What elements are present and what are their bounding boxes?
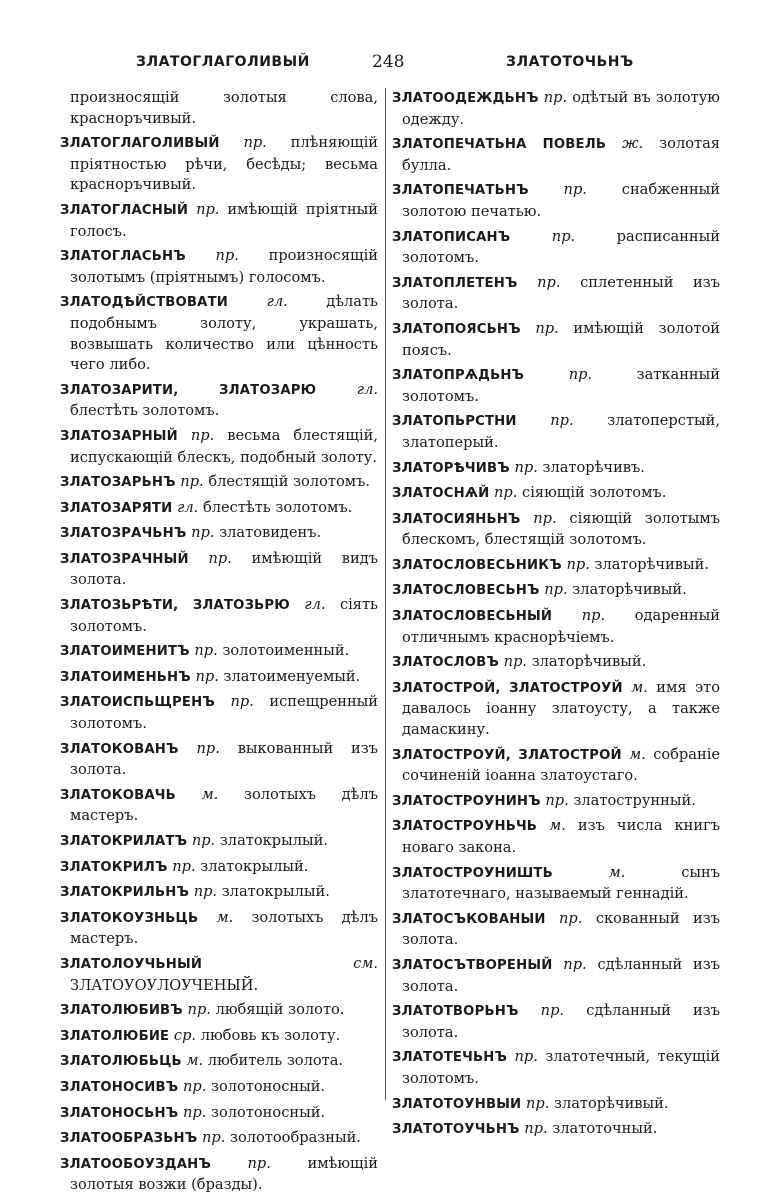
entry-headword: ЗЛАТОСЛОВЕСЬНЫЙ [392, 609, 553, 625]
entry-grammar-label: пр. [503, 653, 528, 671]
entry-headword: ЗЛАТОТВОРЬНЪ [392, 1004, 519, 1020]
entry-grammar-label: пр. [172, 857, 196, 875]
entry-definition: плѣняющій пріятностью рѣчи, бесѣды; весьма красноръчивый. [70, 134, 379, 194]
entry-headword: ЗЛАТОГЛАСНЫЙ [60, 202, 189, 218]
dictionary-entry [392, 606, 720, 648]
dictionary-entry [392, 1001, 720, 1043]
entry-definition: сдѣланный изъ золота. [402, 955, 721, 995]
entry-headword: ЗЛАТОГЛАГОЛИВЫЙ [60, 136, 220, 152]
entry-grammar-label: пр. [568, 366, 593, 384]
dictionary-entry [60, 1077, 378, 1099]
entry-grammar-label: пр. [581, 607, 606, 625]
dictionary-entry [392, 365, 720, 407]
dictionary-entry [392, 909, 720, 951]
entry-continuation: произносящій золотыя слова, красноръчивый. [70, 89, 378, 127]
entry-grammar-label: м. [631, 678, 648, 696]
dictionary-entry [392, 555, 720, 577]
entry-headword: ЗЛАТОПЕЧАТЬНА ПОВЕЛЬ [392, 137, 607, 153]
dictionary-entry [60, 595, 378, 637]
entry-headword: ЗЛАТОИМЕНИТЪ [60, 644, 190, 660]
entry-definition: златокрылый. [200, 857, 309, 875]
dictionary-entry [60, 667, 378, 689]
entry-headword: ЗЛАТОСТРОУЙ, ЗЛАТОСТРОЙ [392, 747, 622, 763]
dictionary-entry [60, 882, 378, 904]
entry-definition: изъ числа книгъ новаго закона. [402, 817, 720, 856]
entry-definition: сіять золотомъ. [70, 596, 379, 635]
entry-headword: ЗЛАТОСТРОУНИШТЬ [392, 865, 553, 881]
entry-grammar-label: пр. [187, 1001, 211, 1019]
dictionary-entry [392, 509, 720, 551]
entry-headword: ЗЛАТООБРАЗЬНЪ [60, 1131, 198, 1147]
entry-grammar-label: м. [629, 745, 646, 763]
dictionary-entry [392, 319, 720, 361]
entry-grammar-label: пр. [196, 200, 220, 218]
dictionary-entry [392, 678, 720, 741]
entry-grammar-label: пр. [544, 581, 568, 599]
entry-grammar-label: пр. [545, 791, 569, 809]
entry-grammar-label: гл. [304, 596, 326, 614]
entry-headword: ЗЛАТООБОУЗДАНЪ [60, 1156, 211, 1172]
entry-definition: весьма блестящій, испускающій блескъ, подобный золоту. [70, 426, 378, 466]
entry-definition: испещренный золотомъ. [70, 693, 379, 733]
entry-headword: ЗЛАТОЛЮБИВЪ [60, 1003, 183, 1019]
entry-headword: ЗЛАТОТЕЧЬНЪ [392, 1050, 508, 1066]
entry-definition: выкованный изъ золота. [70, 739, 378, 779]
entry-headword: ЗЛАТОНОСИВЪ [60, 1079, 179, 1095]
entry-definition: златорѣчивый. [594, 555, 709, 573]
entry-headword: ЗЛАТОЗАРЯТИ [60, 500, 173, 516]
dictionary-entry [60, 954, 378, 996]
dictionary-entry [392, 227, 720, 269]
dictionary-entry [60, 523, 378, 545]
entry-definition: ЗЛАТОУОУЛОУЧЕНЫЙ. [70, 976, 259, 994]
entry-headword: ЗЛАТОПИСАНЪ [392, 229, 511, 245]
entry-definition: златорѣчивъ. [542, 458, 645, 476]
dictionary-entry [392, 1119, 720, 1141]
entry-definition: одаренный отличнымъ краснорѣчіемъ. [402, 607, 720, 646]
page-number: 248 [372, 52, 405, 72]
entry-grammar-label: пр. [551, 227, 576, 245]
entry-headword: ЗЛАТОСИЯНЬНЪ [392, 511, 521, 527]
entry-definition: золотыхъ дѣлъ мастеръ. [70, 785, 379, 825]
entry-definition: златокрылый. [219, 832, 328, 849]
header-right-guideword: ЗЛАТОТОЧЬНЪ [506, 54, 634, 70]
entry-definition: златорѣчивый. [553, 1094, 669, 1112]
right-column [392, 88, 720, 1145]
entry-definition: золотоносный. [211, 1077, 326, 1095]
dictionary-entry [392, 1047, 720, 1089]
entry-definition: затканный золотомъ. [402, 366, 720, 405]
entry-definition: блестящій золотомъ. [208, 473, 371, 491]
dictionary-entry [60, 498, 378, 520]
entry-grammar-label: пр. [566, 555, 590, 573]
entry-grammar-label: пр. [180, 473, 204, 491]
entry-headword: ЗЛАТОСЪКОВАНЫИ [392, 911, 546, 927]
dictionary-entry [60, 472, 378, 494]
entry-headword: ЗЛАТОРѢЧИВЪ [392, 460, 510, 476]
entry-grammar-label: м. [186, 1052, 204, 1070]
entry-headword: ЗЛАТОТОУЧЬНЪ [392, 1122, 520, 1138]
entry-headword: ЗЛАТОСЛОВЕСЬНИКЪ [392, 557, 562, 573]
entry-definition: златорѣчивый. [531, 653, 647, 671]
entry-definition: золотая булла. [402, 135, 720, 174]
entry-grammar-label: пр. [537, 273, 561, 291]
dictionary-entry [392, 863, 720, 905]
entry-headword: ЗЛАТОЗАРИТИ, ЗЛАТОЗАРЮ [60, 382, 317, 398]
entry-headword: ЗЛАТОПРѦДЬНЪ [392, 368, 525, 384]
entry-definition: блестѣть золотомъ. [202, 498, 353, 516]
entry-definition: произносящій золотымъ (пріятнымъ) голосомъ. [70, 247, 378, 286]
header-left-guideword: ЗЛАТОГЛАГОЛИВЫЙ [136, 54, 310, 70]
entry-headword: ЗЛАТОИСПЬЩРЕНЪ [60, 695, 215, 711]
entry-definition: имѣющій видъ золота. [70, 549, 378, 589]
entry-headword: ЗЛАТОДѢЙСТВОВАТИ [60, 295, 229, 311]
dictionary-entry [60, 200, 378, 242]
entry-headword: ЗЛАТОПЛЕТЕНЪ [392, 275, 518, 291]
dictionary-entry [60, 246, 378, 288]
entry-definition: златорѣчивый. [572, 581, 687, 599]
entry-definition: златоперстый, златоперый. [402, 412, 721, 451]
entry-grammar-label: пр. [196, 739, 220, 757]
dictionary-entry [392, 483, 720, 505]
entry-definition: имѣющій пріятный голосъ. [70, 200, 378, 240]
entry-headword: ЗЛАТОСЛОВЪ [392, 655, 500, 671]
entry-grammar-label: пр. [524, 1120, 548, 1138]
dictionary-entry [60, 785, 378, 827]
entry-definition: собраніе сочиненій іоанна златоустаго. [402, 745, 721, 785]
entry-definition: имѣющій золотыя возжи (бразды). [70, 1154, 379, 1194]
entry-grammar-label: пр. [559, 909, 583, 927]
entry-definition: расписанный золотомъ. [402, 227, 720, 267]
entry-grammar-label: см. [353, 954, 378, 972]
entry-definition: златоточный. [552, 1120, 658, 1138]
entry-grammar-label: пр. [191, 524, 215, 542]
dictionary-entry [392, 745, 720, 787]
dictionary-entry [60, 1103, 378, 1125]
entry-definition: золотоименный. [222, 642, 350, 660]
dictionary-entry [392, 1094, 720, 1116]
entry-definition: имя это давалось іоанну златоусту, а также дамаскину. [402, 678, 720, 739]
entry-grammar-label: пр. [550, 412, 574, 430]
running-head [60, 52, 720, 78]
entry-grammar-label: ср. [173, 1026, 197, 1044]
entry-headword: ЗЛАТОЛЮБИЕ [60, 1028, 170, 1044]
entry-grammar-label: пр. [540, 1002, 565, 1020]
entry-headword: ЗЛАТОКРИЛЬНЪ [60, 885, 190, 901]
entry-headword: ЗЛАТОСТРОУНИНЪ [392, 793, 541, 809]
entry-definition: златокрылый. [221, 883, 330, 901]
entry-definition: любящій золото. [215, 1001, 345, 1019]
entry-definition: блестѣть золотомъ. [70, 402, 220, 420]
entry-grammar-label: пр. [194, 642, 218, 660]
entry-grammar-label: пр. [190, 426, 215, 444]
entry-grammar-label: пр. [195, 667, 219, 685]
entry-grammar-label: пр. [208, 549, 232, 567]
column-divider [385, 88, 386, 1100]
dictionary-entry [392, 180, 720, 222]
entry-grammar-label: гл. [266, 293, 288, 311]
entry-headword: ЗЛАТОКОВАЧЬ [60, 787, 176, 803]
entry-definition: дѣлать подобнымъ золоту, украшать, возвышать количество или цѣнность чего либо. [70, 293, 378, 374]
dictionary-entry [60, 549, 378, 591]
entry-definition: золотоносный. [211, 1103, 326, 1121]
dictionary-entry [392, 652, 720, 674]
left-column [60, 88, 378, 1200]
dictionary-entry [392, 411, 720, 453]
entry-grammar-label: пр. [514, 458, 538, 476]
dictionary-entry [392, 134, 720, 176]
entry-definition: любитель золота. [207, 1052, 344, 1070]
entry-headword: ЗЛАТОПЕЧАТЬНЪ [392, 183, 529, 199]
entry-headword: ЗЛАТОЗЬРѢТИ, ЗЛАТОЗЬРЮ [60, 598, 290, 614]
entry-headword: ЗЛАТОЛЮБЬЦЬ [60, 1054, 182, 1070]
entry-headword: ЗЛАТОЗАРЬНЪ [60, 475, 176, 491]
entry-headword: ЗЛАТОКОУЗНЬЦЬ [60, 910, 199, 926]
entry-headword: ЗЛАТОТОУНВЫИ [392, 1096, 522, 1112]
dictionary-entry [60, 908, 378, 950]
entry-grammar-label: пр. [182, 1077, 207, 1095]
entry-definition: золотообразный. [230, 1129, 361, 1147]
entry-grammar-label: пр. [193, 883, 218, 901]
entry-headword: ЗЛАТОСЛОВЕСЬНЪ [392, 583, 540, 599]
dictionary-entry [60, 292, 378, 375]
dictionary-entry [392, 955, 720, 997]
entry-definition: златотечный, текущій золотомъ. [402, 1048, 721, 1087]
entry-definition: сіяющій золотымъ блескомъ, блестящій золотомъ. [402, 509, 721, 549]
dictionary-entry [392, 580, 720, 602]
entry-headword: ЗЛАТОСЪТВОРЕНЫЙ [392, 957, 553, 973]
entry-definition: золотыхъ дѣлъ мастеръ. [70, 908, 378, 948]
entry-definition: сынъ златотечнаго, называемый геннадій. [402, 863, 720, 903]
entry-definition: златовиденъ. [219, 524, 322, 542]
dictionary-entry [60, 641, 378, 663]
entry-definition: имѣющій золотой поясъ. [402, 319, 720, 359]
entry-headword: ЗЛАТОСТРОУНЬЧЬ [392, 819, 538, 835]
entry-headword: ЗЛАТОКОВАНЪ [60, 741, 179, 757]
entry-grammar-label: ж. [622, 135, 644, 153]
dictionary-entry [60, 857, 378, 879]
entry-grammar-label: пр. [535, 319, 559, 337]
entry-grammar-label: пр. [533, 509, 557, 527]
dictionary-entry [392, 458, 720, 480]
entry-headword: ЗЛАТОПОЯСЬНЪ [392, 321, 521, 337]
entry-grammar-label: пр. [230, 693, 254, 711]
entry-grammar-label: м. [201, 785, 219, 803]
dictionary-entry [60, 831, 378, 853]
entry-grammar-label: пр. [563, 955, 587, 973]
dictionary-entry [60, 692, 378, 734]
entry-headword: ЗЛАТОЗРАЧНЫЙ [60, 551, 189, 567]
entry-definition: снабженный золотою печатью. [402, 181, 721, 220]
entry-headword: ЗЛАТООДЕЖДЬНЪ [392, 91, 539, 106]
dictionary-entry [60, 1154, 378, 1196]
entry-grammar-label: пр. [243, 134, 267, 152]
entry-grammar-label: м. [549, 817, 566, 835]
dictionary-entry [60, 380, 378, 422]
entry-grammar-label: пр. [514, 1048, 538, 1066]
entry-definition: златоименуемый. [223, 667, 361, 685]
entry-definition: сдѣланный изъ золота. [402, 1002, 721, 1041]
entry-definition: скованный изъ золота. [402, 909, 721, 949]
entry-grammar-label: пр. [563, 181, 587, 199]
entry-grammar-label: пр. [543, 89, 568, 106]
dictionary-entry [60, 426, 378, 468]
dictionary-entry [60, 1026, 378, 1048]
entry-headword: ЗЛАТОЗРАЧЬНЪ [60, 526, 187, 542]
dictionary-entry [392, 791, 720, 813]
entry-definition: любовь къ золоту. [200, 1026, 341, 1044]
entry-headword: ЗЛАТОКРИЛЪ [60, 859, 168, 875]
entry-headword: ЗЛАТОНОСЬНЪ [60, 1105, 179, 1121]
dictionary-entry [60, 739, 378, 781]
entry-headword: ЗЛАТОЛОУЧЬНЫЙ [60, 956, 203, 972]
entry-grammar-label: пр. [247, 1154, 271, 1172]
entry-definition: сплетенный изъ золота. [402, 273, 720, 313]
dictionary-entry [60, 1000, 378, 1022]
entry-definition: одѣтый въ золотую одежду. [402, 89, 721, 128]
entry-definition: сіяющій золотомъ. [522, 484, 667, 502]
entry-grammar-label: пр. [525, 1094, 550, 1112]
entry-headword: ЗЛАТОКРИЛАТЪ [60, 834, 188, 849]
entry-grammar-label: пр. [215, 247, 239, 265]
entry-grammar-label: пр. [182, 1103, 207, 1121]
entry-headword: ЗЛАТОПЬРСТНИ [392, 414, 517, 430]
entry-grammar-label: пр. [494, 484, 518, 502]
entry-grammar-label: м. [608, 863, 626, 881]
entry-definition: златострунный. [573, 791, 696, 809]
entry-headword: ЗЛАТОСНѦЙ [392, 486, 490, 502]
entry-headword: ЗЛАТОЗАРНЫЙ [60, 428, 178, 444]
dictionary-entry [392, 273, 720, 315]
dictionary-entry [60, 1051, 378, 1073]
dictionary-entry [60, 1128, 378, 1150]
dictionary-entry [392, 816, 720, 858]
entry-headword: ЗЛАТОГЛАСЬНЪ [60, 249, 186, 265]
dictionary-entry [392, 88, 720, 130]
entry-headword: ЗЛАТОИМЕНЬНЪ [60, 669, 191, 685]
dictionary-entry [60, 133, 378, 196]
entry-grammar-label: пр. [201, 1129, 226, 1147]
entry-grammar-label: м. [216, 908, 234, 926]
entry-grammar-label: гл. [177, 498, 199, 516]
entry-headword: ЗЛАТОСТРОЙ, ЗЛАТОСТРОУЙ [392, 680, 623, 696]
entry-grammar-label: пр. [191, 832, 216, 849]
entry-grammar-label: гл. [356, 380, 379, 398]
